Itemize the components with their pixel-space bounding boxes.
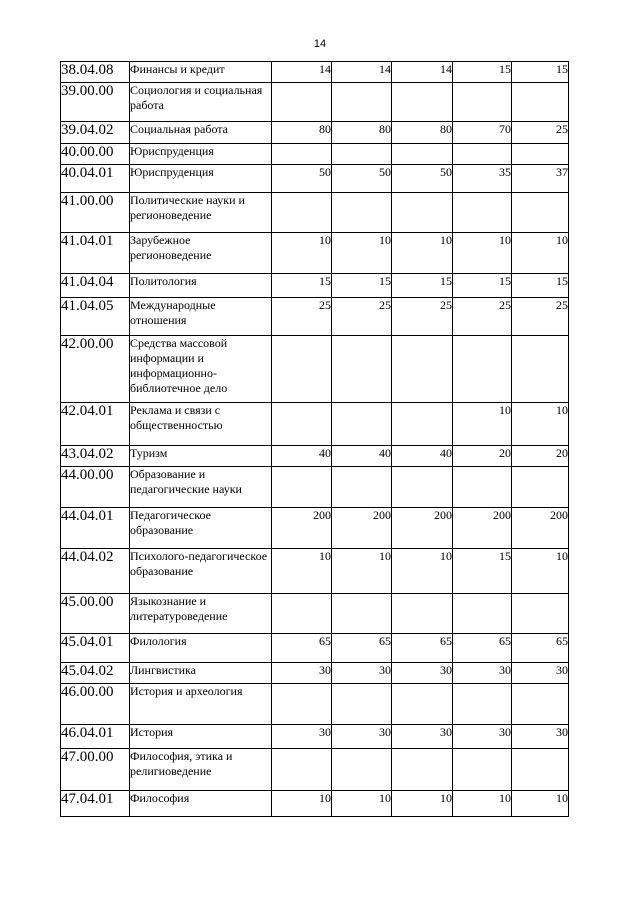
quota-value <box>272 193 332 233</box>
quota-value <box>512 467 569 508</box>
quota-value <box>332 193 392 233</box>
specialty-code: 40.04.01 <box>61 165 130 193</box>
quota-value <box>392 403 453 446</box>
table-row <box>61 298 569 336</box>
quota-value <box>512 594 569 634</box>
quota-value <box>392 144 453 165</box>
quota-value <box>453 749 512 791</box>
quota-value <box>272 749 332 791</box>
specialty-name: Филология <box>130 634 272 663</box>
table-body <box>61 62 569 817</box>
quota-value: 20 <box>453 446 512 467</box>
quota-value: 35 <box>453 165 512 193</box>
quota-value: 30 <box>272 663 332 684</box>
specialty-name: Юриспруденция <box>130 144 272 165</box>
specialty-code: 45.04.01 <box>61 634 130 663</box>
quota-value <box>512 684 569 725</box>
quota-value: 50 <box>392 165 453 193</box>
specialty-name: Лингвистика <box>130 663 272 684</box>
quota-value: 50 <box>272 165 332 193</box>
specialty-code: 46.04.01 <box>61 725 130 749</box>
table-row <box>61 233 569 274</box>
quota-value: 80 <box>392 122 453 144</box>
table-row <box>61 62 569 83</box>
quota-value: 10 <box>272 233 332 274</box>
quota-value <box>272 684 332 725</box>
specialty-name: Реклама и связи с общественностью <box>130 403 272 446</box>
quota-value: 40 <box>272 446 332 467</box>
quota-value: 30 <box>272 725 332 749</box>
quota-value: 20 <box>512 446 569 467</box>
quota-value: 10 <box>453 233 512 274</box>
quota-value: 10 <box>392 549 453 594</box>
quota-value: 15 <box>453 62 512 83</box>
specialty-name: Педагогическое образование <box>130 508 272 549</box>
table-row <box>61 122 569 144</box>
specialty-name: Философия, этика и религиоведение <box>130 749 272 791</box>
specialty-name: Средства массовой информации и информационно-библиотечное дело <box>130 336 272 403</box>
quota-value: 10 <box>512 233 569 274</box>
quota-value: 70 <box>453 122 512 144</box>
table-row <box>61 508 569 549</box>
quota-value: 200 <box>272 508 332 549</box>
quota-value: 15 <box>453 549 512 594</box>
quota-value: 30 <box>392 725 453 749</box>
quota-value <box>392 193 453 233</box>
table-row <box>61 725 569 749</box>
quota-value <box>453 144 512 165</box>
quota-value: 15 <box>272 274 332 298</box>
quota-value <box>392 684 453 725</box>
table-row <box>61 83 569 122</box>
quota-value <box>392 594 453 634</box>
quota-value: 10 <box>332 549 392 594</box>
quota-value <box>453 594 512 634</box>
quota-value: 25 <box>392 298 453 336</box>
table-row <box>61 336 569 403</box>
table-row <box>61 467 569 508</box>
specialty-code: 39.00.00 <box>61 83 130 122</box>
quota-value <box>272 403 332 446</box>
quota-value <box>453 684 512 725</box>
quota-value: 50 <box>332 165 392 193</box>
quota-value: 30 <box>453 663 512 684</box>
specialty-code: 47.00.00 <box>61 749 130 791</box>
quota-value: 15 <box>453 274 512 298</box>
specialty-name: Финансы и кредит <box>130 62 272 83</box>
admission-quota-table <box>60 61 569 817</box>
quota-value: 10 <box>453 403 512 446</box>
quota-value: 65 <box>332 634 392 663</box>
quota-value: 15 <box>332 274 392 298</box>
quota-value <box>332 749 392 791</box>
quota-value <box>272 144 332 165</box>
quota-value: 15 <box>392 274 453 298</box>
specialty-name: Политические науки и регионоведение <box>130 193 272 233</box>
specialty-name: Философия <box>130 791 272 817</box>
quota-value: 14 <box>392 62 453 83</box>
quota-value: 25 <box>453 298 512 336</box>
quota-value: 10 <box>272 791 332 817</box>
specialty-code: 41.04.01 <box>61 233 130 274</box>
specialty-code: 44.04.02 <box>61 549 130 594</box>
quota-value <box>332 467 392 508</box>
quota-value <box>392 467 453 508</box>
quota-value: 10 <box>392 233 453 274</box>
table-row <box>61 274 569 298</box>
specialty-name: Юриспруденция <box>130 165 272 193</box>
specialty-name: Туризм <box>130 446 272 467</box>
quota-value: 25 <box>512 298 569 336</box>
quota-value: 10 <box>453 791 512 817</box>
quota-value: 80 <box>272 122 332 144</box>
quota-value: 40 <box>332 446 392 467</box>
quota-value: 30 <box>453 725 512 749</box>
table-row <box>61 446 569 467</box>
specialty-name: История <box>130 725 272 749</box>
specialty-name: Социология и социальная работа <box>130 83 272 122</box>
quota-value: 80 <box>332 122 392 144</box>
quota-value: 200 <box>512 508 569 549</box>
quota-value <box>392 336 453 403</box>
quota-value <box>332 684 392 725</box>
specialty-name: Политология <box>130 274 272 298</box>
specialty-name: Языкознание и литературоведение <box>130 594 272 634</box>
quota-value: 10 <box>332 791 392 817</box>
quota-value: 65 <box>392 634 453 663</box>
quota-value <box>272 83 332 122</box>
quota-value: 10 <box>332 233 392 274</box>
specialty-name: История и археология <box>130 684 272 725</box>
quota-value: 30 <box>332 725 392 749</box>
table-row <box>61 684 569 725</box>
specialty-code: 41.04.04 <box>61 274 130 298</box>
quota-value: 200 <box>453 508 512 549</box>
specialty-code: 39.04.02 <box>61 122 130 144</box>
table-row <box>61 193 569 233</box>
quota-value <box>512 144 569 165</box>
quota-value: 200 <box>332 508 392 549</box>
specialty-code: 46.00.00 <box>61 684 130 725</box>
quota-value <box>453 467 512 508</box>
specialty-name: Международные отношения <box>130 298 272 336</box>
quota-value <box>512 193 569 233</box>
quota-value: 30 <box>392 663 453 684</box>
quota-value: 15 <box>512 274 569 298</box>
quota-value: 15 <box>512 62 569 83</box>
quota-value <box>453 193 512 233</box>
quota-value: 25 <box>512 122 569 144</box>
quota-value <box>332 403 392 446</box>
specialty-code: 41.00.00 <box>61 193 130 233</box>
quota-value: 10 <box>272 549 332 594</box>
quota-value: 30 <box>332 663 392 684</box>
quota-value: 10 <box>512 549 569 594</box>
quota-value <box>453 83 512 122</box>
table-row <box>61 144 569 165</box>
quota-value: 65 <box>512 634 569 663</box>
quota-value <box>392 749 453 791</box>
quota-value <box>512 336 569 403</box>
quota-value <box>272 467 332 508</box>
quota-value: 40 <box>392 446 453 467</box>
quota-value <box>512 83 569 122</box>
table-row <box>61 791 569 817</box>
quota-value: 200 <box>392 508 453 549</box>
quota-value <box>272 594 332 634</box>
table-row <box>61 403 569 446</box>
page-number: 14 <box>313 38 327 50</box>
specialty-code: 44.00.00 <box>61 467 130 508</box>
quota-value <box>332 336 392 403</box>
quota-value <box>392 83 453 122</box>
quota-value <box>332 83 392 122</box>
specialty-name: Образование и педагогические науки <box>130 467 272 508</box>
quota-value: 25 <box>272 298 332 336</box>
quota-value <box>332 594 392 634</box>
quota-value: 37 <box>512 165 569 193</box>
quota-value: 65 <box>453 634 512 663</box>
quota-value <box>272 336 332 403</box>
specialty-code: 44.04.01 <box>61 508 130 549</box>
quota-value: 25 <box>332 298 392 336</box>
specialty-code: 45.04.02 <box>61 663 130 684</box>
quota-value: 10 <box>512 791 569 817</box>
specialty-code: 45.00.00 <box>61 594 130 634</box>
specialty-code: 47.04.01 <box>61 791 130 817</box>
table-row <box>61 634 569 663</box>
specialty-name: Зарубежное регионоведение <box>130 233 272 274</box>
table-row <box>61 594 569 634</box>
table-row <box>61 749 569 791</box>
quota-value <box>332 144 392 165</box>
quota-value: 14 <box>332 62 392 83</box>
table-row <box>61 165 569 193</box>
quota-value: 10 <box>512 403 569 446</box>
table-row <box>61 663 569 684</box>
specialty-code: 42.04.01 <box>61 403 130 446</box>
quota-value: 30 <box>512 725 569 749</box>
table-row <box>61 549 569 594</box>
specialty-code: 40.00.00 <box>61 144 130 165</box>
specialty-code: 41.04.05 <box>61 298 130 336</box>
specialty-code: 42.00.00 <box>61 336 130 403</box>
quota-value: 30 <box>512 663 569 684</box>
quota-value: 65 <box>272 634 332 663</box>
specialty-name: Психолого-педагогическое образование <box>130 549 272 594</box>
specialty-code: 43.04.02 <box>61 446 130 467</box>
quota-value <box>512 749 569 791</box>
specialty-name: Социальная работа <box>130 122 272 144</box>
quota-value: 10 <box>392 791 453 817</box>
specialty-code: 38.04.08 <box>61 62 130 83</box>
quota-value: 14 <box>272 62 332 83</box>
quota-value <box>453 336 512 403</box>
